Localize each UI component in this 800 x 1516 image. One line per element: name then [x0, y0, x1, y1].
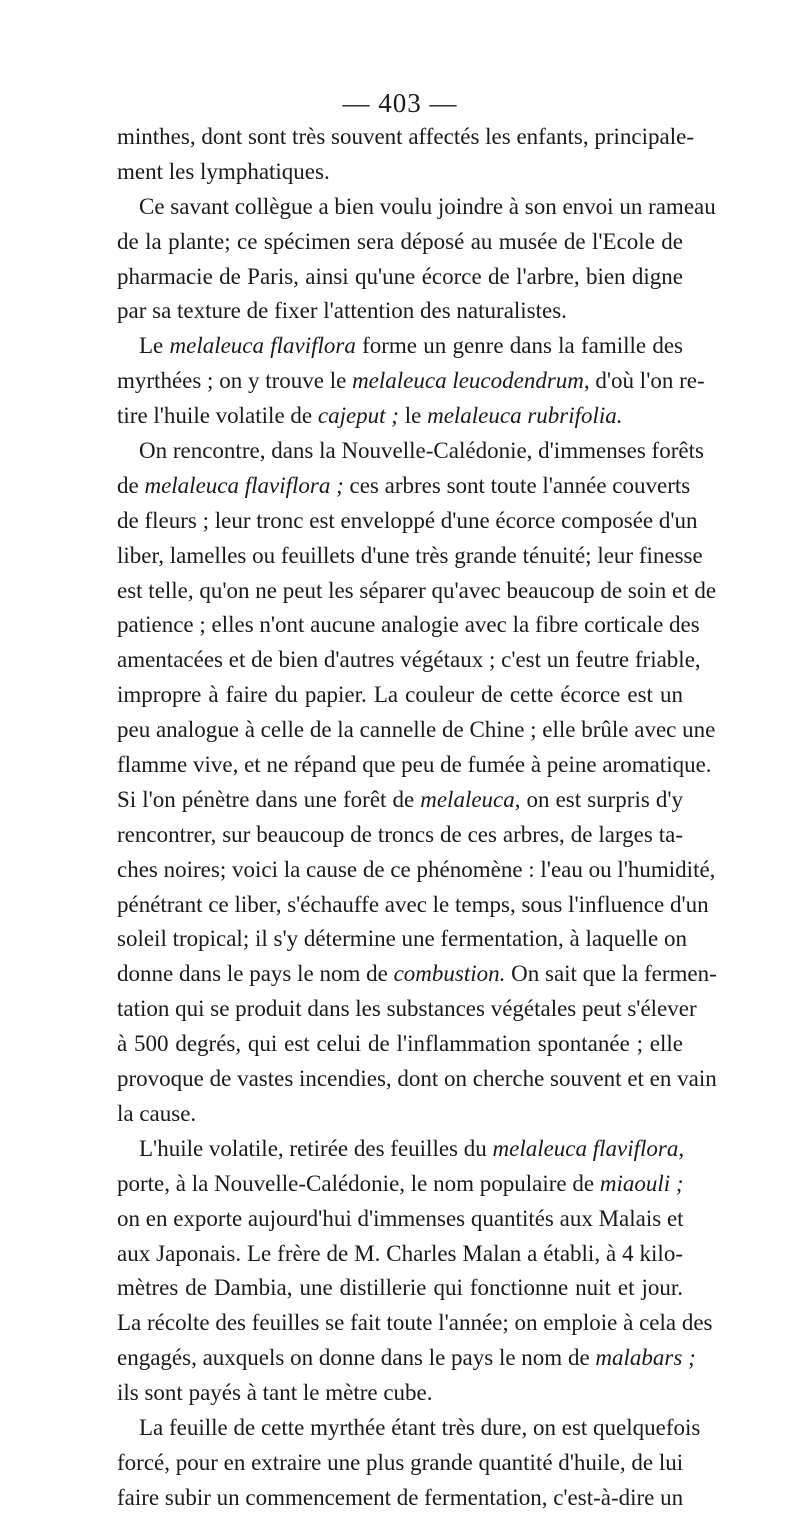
text-line: La récolte des feuilles se fait toute l'année; on emploie à cela des: [117, 1310, 713, 1336]
text-line: ches noires; voici la cause de ce phénomène : l'eau ou l'humidité,: [117, 856, 716, 882]
text-line: mètres de Dambia, une distillerie qui fonctionne nuit et jour.: [117, 1275, 683, 1301]
text-line: Si l'on pénètre dans une forêt de melaleuca, on est surpris d'y: [117, 786, 683, 812]
text-line: tire l'huile volatile de cajeput ; le melaleuca rubrifolia.: [117, 403, 623, 429]
text-line: patience ; elles n'ont aucune analogie avec la fibre corticale des: [117, 612, 700, 638]
page-number: — 403 —: [342, 88, 458, 118]
text-line: minthes, dont sont très souvent affectés les enfants, principale-: [117, 124, 694, 149]
text-line: rencontrer, sur beaucoup de troncs de ces arbres, de larges ta-: [117, 821, 683, 847]
text-line: On rencontre, dans la Nouvelle-Calédonie, d'immenses forêts: [139, 438, 704, 464]
text-line: pénétrant ce liber, s'échauffe avec le temps, sous l'influence d'un: [117, 891, 709, 917]
text-line: donne dans le pays le nom de combustion. On sait que la fermen-: [117, 961, 717, 987]
text-line: de melaleuca flaviflora ; ces arbres sont toute l'année couverts: [117, 472, 691, 498]
text-line: est telle, qu'on ne peut les séparer qu'avec beaucoup de soin et de: [117, 577, 717, 603]
text-line: à 500 degrés, qui est celui de l'inflammation spontanée ; elle: [117, 1031, 683, 1057]
body-text: [117, 120, 717, 1516]
text-line: pharmacie de Paris, ainsi qu'une écorce de l'arbre, bien digne: [117, 263, 683, 289]
text-line: aux Japonais. Le frère de M. Charles Malan a établi, à 4 kilo-: [117, 1240, 683, 1266]
text-line: porte, à la Nouvelle-Calédonie, le nom populaire de miaouli ;: [117, 1170, 684, 1196]
text-line: La feuille de cette myrthée étant très dure, on est quelquefois: [139, 1414, 701, 1440]
text-line: L'huile volatile, retirée des feuilles du melaleuca flaviflora,: [139, 1135, 685, 1161]
text-line: de fleurs ; leur tronc est enveloppé d'une écorce composée d'un: [117, 507, 698, 533]
text-line: engagés, auxquels on donne dans le pays le nom de malabars ;: [117, 1345, 696, 1371]
text-line: on en exporte aujourd'hui d'immenses quantités aux Malais et: [117, 1205, 684, 1231]
text-line: Le melaleuca flaviflora forme un genre dans la famille des: [139, 333, 683, 359]
text-line: soleil tropical; il s'y détermine une fermentation, à laquelle on: [117, 926, 688, 952]
text-line: faire subir un commencement de fermentation, c'est-à-dire un: [117, 1484, 684, 1510]
text-line: liber, lamelles ou feuillets d'une très grande ténuité; leur finesse: [117, 542, 703, 568]
text-line: Ce savant collègue a bien voulu joindre à son envoi un rameau: [139, 193, 716, 219]
text-line: ment les lymphatiques.: [117, 158, 330, 184]
text-line: tation qui se produit dans les substances végétales peut s'élever: [117, 996, 697, 1022]
text-line: peu analogue à celle de la cannelle de Chine ; elle brûle avec une: [117, 717, 716, 743]
text-line: la cause.: [117, 1100, 197, 1126]
text-line: impropre à faire du papier. La couleur de cette écorce est un: [117, 682, 683, 708]
text-line: par sa texture de fixer l'attention des naturalistes.: [117, 298, 567, 324]
text-line: forcé, pour en extraire une plus grande quantité d'huile, de lui: [117, 1449, 684, 1475]
text-line: myrthées ; on y trouve le melaleuca leucodendrum, d'où l'on re-: [117, 368, 705, 394]
text-line: amentacées et de bien d'autres végétaux ; c'est un feutre friable,: [117, 647, 701, 673]
text-line: ils sont payés à tant le mètre cube.: [117, 1380, 433, 1406]
text-line: de la plante; ce spécimen sera déposé au musée de l'Ecole de: [117, 228, 683, 254]
text-line: flamme vive, et ne répand que peu de fumée à peine aromatique.: [117, 752, 712, 778]
text-line: provoque de vastes incendies, dont on cherche souvent et en vain: [117, 1066, 717, 1092]
